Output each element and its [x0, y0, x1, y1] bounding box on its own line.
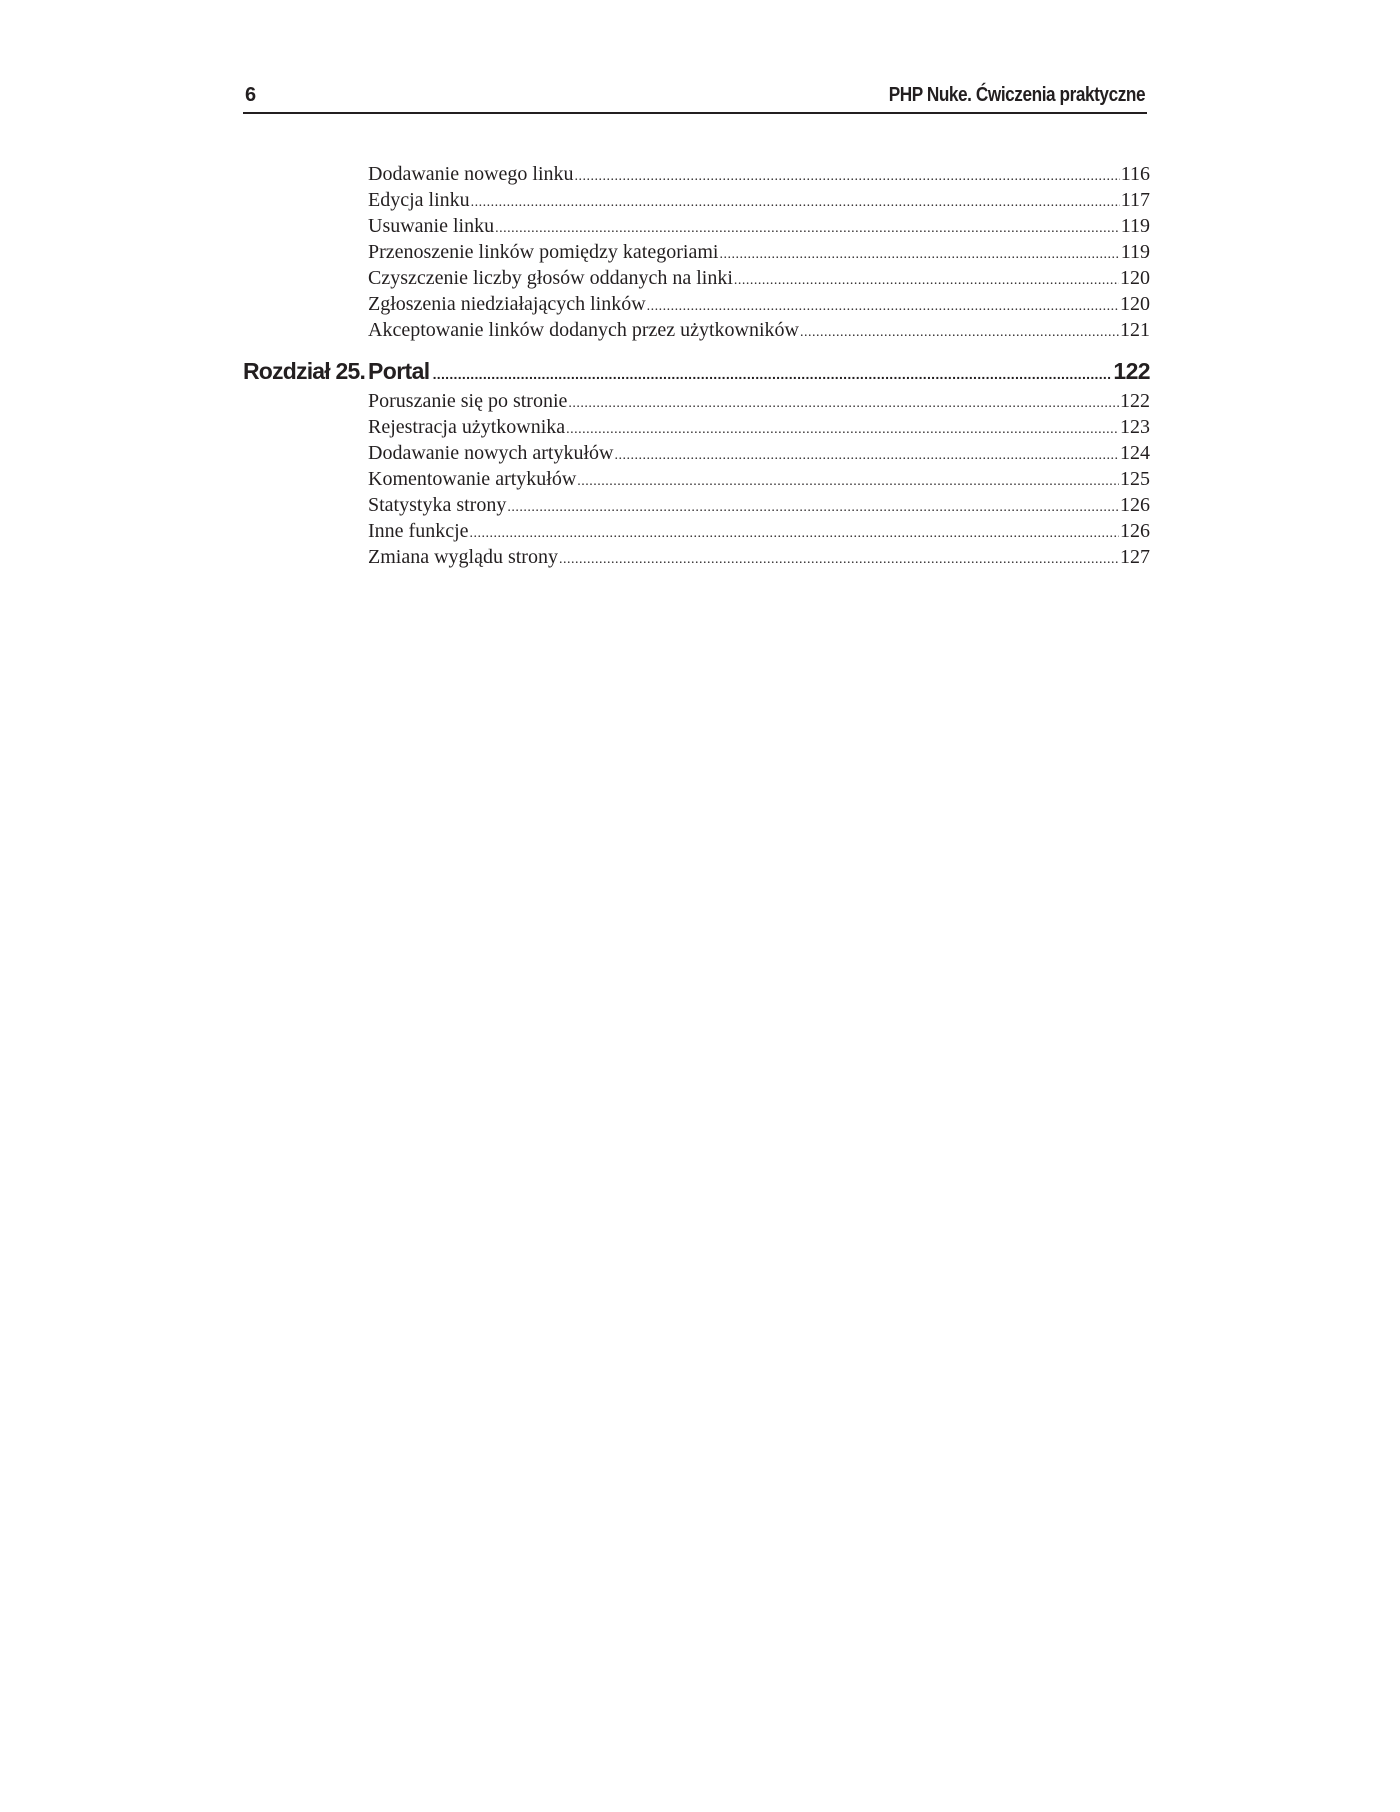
page-header — [243, 82, 1147, 114]
toc-entry — [368, 518, 1150, 544]
toc-entry-page: 127 — [1120, 546, 1150, 568]
toc-entry — [368, 388, 1150, 414]
toc-entry-page: 121 — [1120, 319, 1150, 341]
dot-leader — [568, 391, 1119, 417]
toc-entry-page: 126 — [1120, 520, 1150, 542]
toc-entry-title: Usuwanie linku — [368, 215, 495, 237]
toc-entry-page: 120 — [1120, 293, 1150, 315]
toc-entry-page: 117 — [1120, 189, 1150, 211]
toc-entry-title: Czyszczenie liczby głosów oddanych na linki — [368, 267, 733, 289]
toc-entry — [368, 265, 1150, 291]
toc-section-list — [368, 161, 1150, 343]
toc-entry-page: 124 — [1120, 442, 1150, 464]
toc-entry-title: Statystyka strony — [368, 494, 507, 516]
dot-leader — [615, 443, 1120, 469]
page-number: 6 — [245, 84, 256, 106]
toc-entry — [368, 291, 1150, 317]
toc-entry-page: 120 — [1120, 267, 1150, 289]
toc-section-list — [368, 388, 1150, 570]
dot-leader — [800, 320, 1119, 346]
toc-entry-page: 122 — [1120, 390, 1150, 412]
toc-entry-title: Edycja linku — [368, 189, 470, 211]
toc-entry — [368, 466, 1150, 492]
dot-leader — [566, 417, 1119, 443]
toc-entry — [368, 187, 1150, 213]
chapter-label: Rozdział 25. — [243, 358, 366, 384]
toc-entry-page: 123 — [1120, 416, 1150, 438]
toc-entry — [368, 492, 1150, 518]
toc-entry — [368, 317, 1150, 343]
dot-leader — [559, 547, 1119, 573]
toc-entry — [368, 213, 1150, 239]
toc-entry-page: 125 — [1120, 468, 1150, 490]
dot-leader — [734, 268, 1119, 294]
toc-entry-page: 119 — [1120, 241, 1150, 263]
toc-entry — [368, 440, 1150, 466]
toc-entry-title: Rejestracja użytkownika — [368, 416, 566, 438]
toc-entry-title: Inne funkcje — [368, 520, 469, 542]
dot-leader — [470, 521, 1119, 547]
toc-entry-page: 119 — [1120, 215, 1150, 237]
toc-chapter-heading — [243, 356, 1150, 386]
toc-entry-title: Zgłoszenia niedziałających linków — [368, 293, 646, 315]
toc-entry — [368, 239, 1150, 265]
dot-leader — [577, 469, 1119, 495]
toc-entry-title: Przenoszenie linków pomiędzy kategoriami — [368, 241, 719, 263]
toc-entry-page: 116 — [1120, 163, 1150, 185]
toc-entry-title: Dodawanie nowych artykułów — [368, 442, 614, 464]
dot-leader — [433, 359, 1113, 389]
dot-leader — [719, 242, 1119, 268]
toc-entry-title: Poruszanie się po stronie — [368, 390, 568, 412]
toc-entry-page: 126 — [1120, 494, 1150, 516]
book-title: PHP Nuke. Ćwiczenia praktyczne — [888, 84, 1145, 106]
toc-entry — [368, 544, 1150, 570]
toc-entry — [368, 161, 1150, 187]
chapter-title: Portal — [368, 358, 430, 384]
chapter-page: 122 — [1113, 358, 1150, 384]
toc-entry-title: Komentowanie artykułów — [368, 468, 577, 490]
dot-leader — [471, 190, 1120, 216]
dot-leader — [507, 495, 1119, 521]
toc-entry-title: Zmiana wyglądu strony — [368, 546, 558, 568]
toc-entry-title: Dodawanie nowego linku — [368, 163, 574, 185]
dot-leader — [575, 164, 1120, 190]
toc-entry — [368, 414, 1150, 440]
toc-entry-title: Akceptowanie linków dodanych przez użytkowników — [368, 319, 799, 341]
